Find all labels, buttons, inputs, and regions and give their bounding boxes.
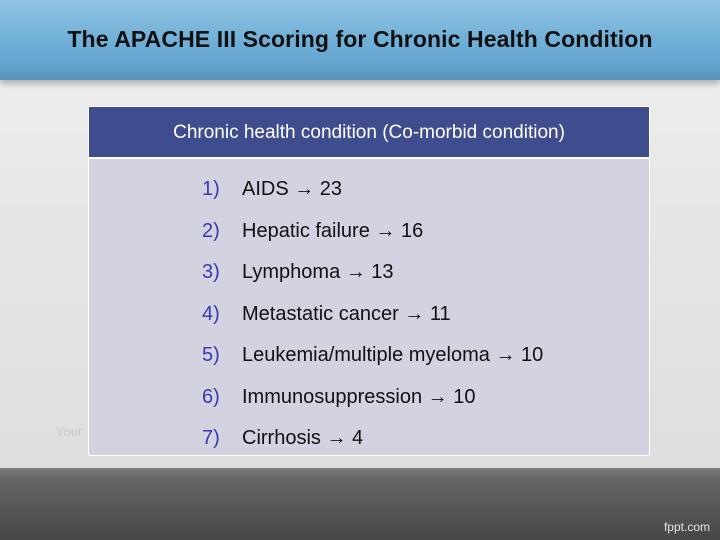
item-text: Leukemia/multiple myeloma → 10 (242, 344, 544, 366)
item-number: 4) (202, 302, 220, 325)
item-number: 6) (202, 385, 220, 408)
list-item (202, 303, 543, 345)
item-text: Immunosuppression → 10 (242, 385, 476, 408)
table-header: Chronic health condition (Co-morbid condition) (89, 107, 649, 159)
item-text: Lymphoma → 13 (242, 261, 394, 283)
item-number: 1) (202, 178, 220, 200)
footer-bar (0, 468, 720, 540)
item-text: AIDS → 23 (242, 178, 343, 200)
item-number: 2) (202, 219, 220, 242)
list-item (202, 386, 543, 428)
condition-table (88, 106, 650, 456)
list-item (202, 427, 543, 469)
item-number: 7) (202, 427, 220, 449)
list-item (202, 261, 543, 303)
list-item (202, 220, 543, 262)
item-text: Cirrhosis → 4 (242, 427, 364, 449)
list-item (202, 344, 543, 386)
item-text: Hepatic failure → 16 (242, 219, 424, 242)
item-number: 5) (202, 344, 220, 366)
brand-label: fppt.com (663, 520, 710, 534)
condition-list (202, 178, 543, 469)
item-text: Metastatic cancer → 11 (242, 302, 451, 325)
slide-title: The APACHE III Scoring for Chronic Health Condition (67, 26, 653, 52)
list-item (202, 178, 543, 220)
item-number: 3) (202, 261, 220, 283)
watermark-text: Your (56, 424, 83, 439)
title-bar (0, 0, 720, 80)
